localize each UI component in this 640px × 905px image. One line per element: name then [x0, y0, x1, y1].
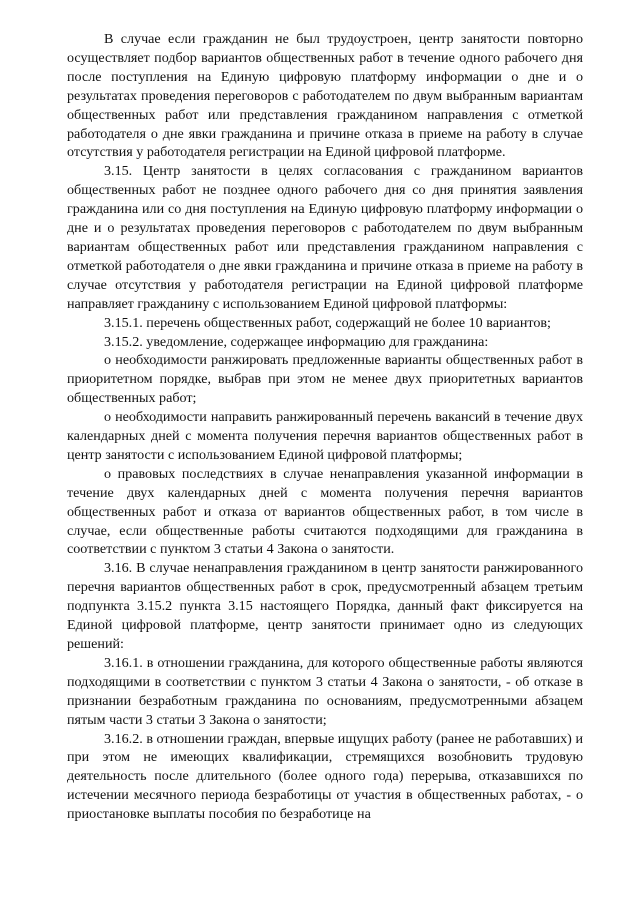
paragraph-3-15-1: 3.15.1. перечень общественных работ, содержащий не более 10 вариантов;: [104, 314, 551, 331]
paragraph-3-16-1: 3.16.1. в отношении гражданина, для которого общественные работы являются подходящими в соответствии с пунктом 3 статьи 4 Закона о занятости, - об отказе в признании безработным гражданина по основаниям, предусмотренными абзацем пятым части 3 статьи 3 Закона о занятости;: [67, 654, 583, 728]
paragraph-reemployment-search: В случае если гражданин не был трудоустроен, центр занятости повторно осуществляет подбор вариантов общественных работ в течение одного рабочего дня после поступления на Единую цифровую платформу информации о дне и о результатах проведения переговоров с работодателем по двум выбранным вариантам общественных работ или представления гражданином направления с отметкой работодателя о дне явки гражданина и причине отказа в приеме на работу в случае отсутствия у работодателя регистрации на Единой цифровой платформе.: [67, 31, 583, 161]
paragraph-3-15-2: 3.15.2. уведомление, содержащее информацию для гражданина:: [104, 333, 489, 350]
paragraph-legal-consequences: о правовых последствиях в случае ненаправления указанной информации в течение двух календарных дней с момента получения перечня вариантов общественных работ и отказа от вариантов общественных работ, в том числе в случае, если общественные работы считаются подходящими для гражданина в соответствии с пунктом 3 статьи 4 Закона о занятости.: [67, 465, 583, 558]
paragraph-send-ranked-list: о необходимости направить ранжированный перечень вакансий в течение двух календарных дней с момента получения перечня вариантов общественных работ в центр занятости с использованием Единой цифровой платформы;: [67, 409, 583, 463]
paragraph-3-15: 3.15. Центр занятости в целях согласования с гражданином вариантов общественных работ не позднее одного рабочего дня со дня принятия заявления гражданина или со дня поступления на Единую цифровую платформу информации о дне и о результатах проведения переговоров с работодателем по двум выбранным вариантам общественных работ или представления гражданином направления с отметкой работодателя о дне явки гражданина и причине отказа в приеме на работу в случае отсутствия у работодателя регистрации на Единой цифровой платформе направляет гражданину с использованием Единой цифровой платформы:: [67, 163, 583, 312]
paragraph-rank-options: о необходимости ранжировать предложенные варианты общественных работ в приоритетном порядке, выбрав при этом не менее двух приоритетных вариантов общественных работ;: [67, 352, 583, 407]
paragraph-3-16: 3.16. В случае ненаправления гражданином в центр занятости ранжированного перечня вариантов общественных работ в срок, предусмотренный абзацем третьим подпункта 3.15.2 пункта 3.15 настоящего Порядка, данный факт фиксируется на Единой цифровой платформе, центр занятости принимает одно из следующих решений:: [67, 560, 583, 652]
document-page: [67, 30, 583, 824]
paragraph-3-16-2: 3.16.2. в отношении граждан, впервые ищущих работу (ранее не работавших) и при этом не имеющих квалификации, стремящихся возобновить трудовую деятельность после длительного (более одного года) перерыва, отказавшихся по истечении месячного периода безработицы от участия в общественных работах, - о приостановке выплаты пособия по безработице на: [67, 730, 583, 823]
